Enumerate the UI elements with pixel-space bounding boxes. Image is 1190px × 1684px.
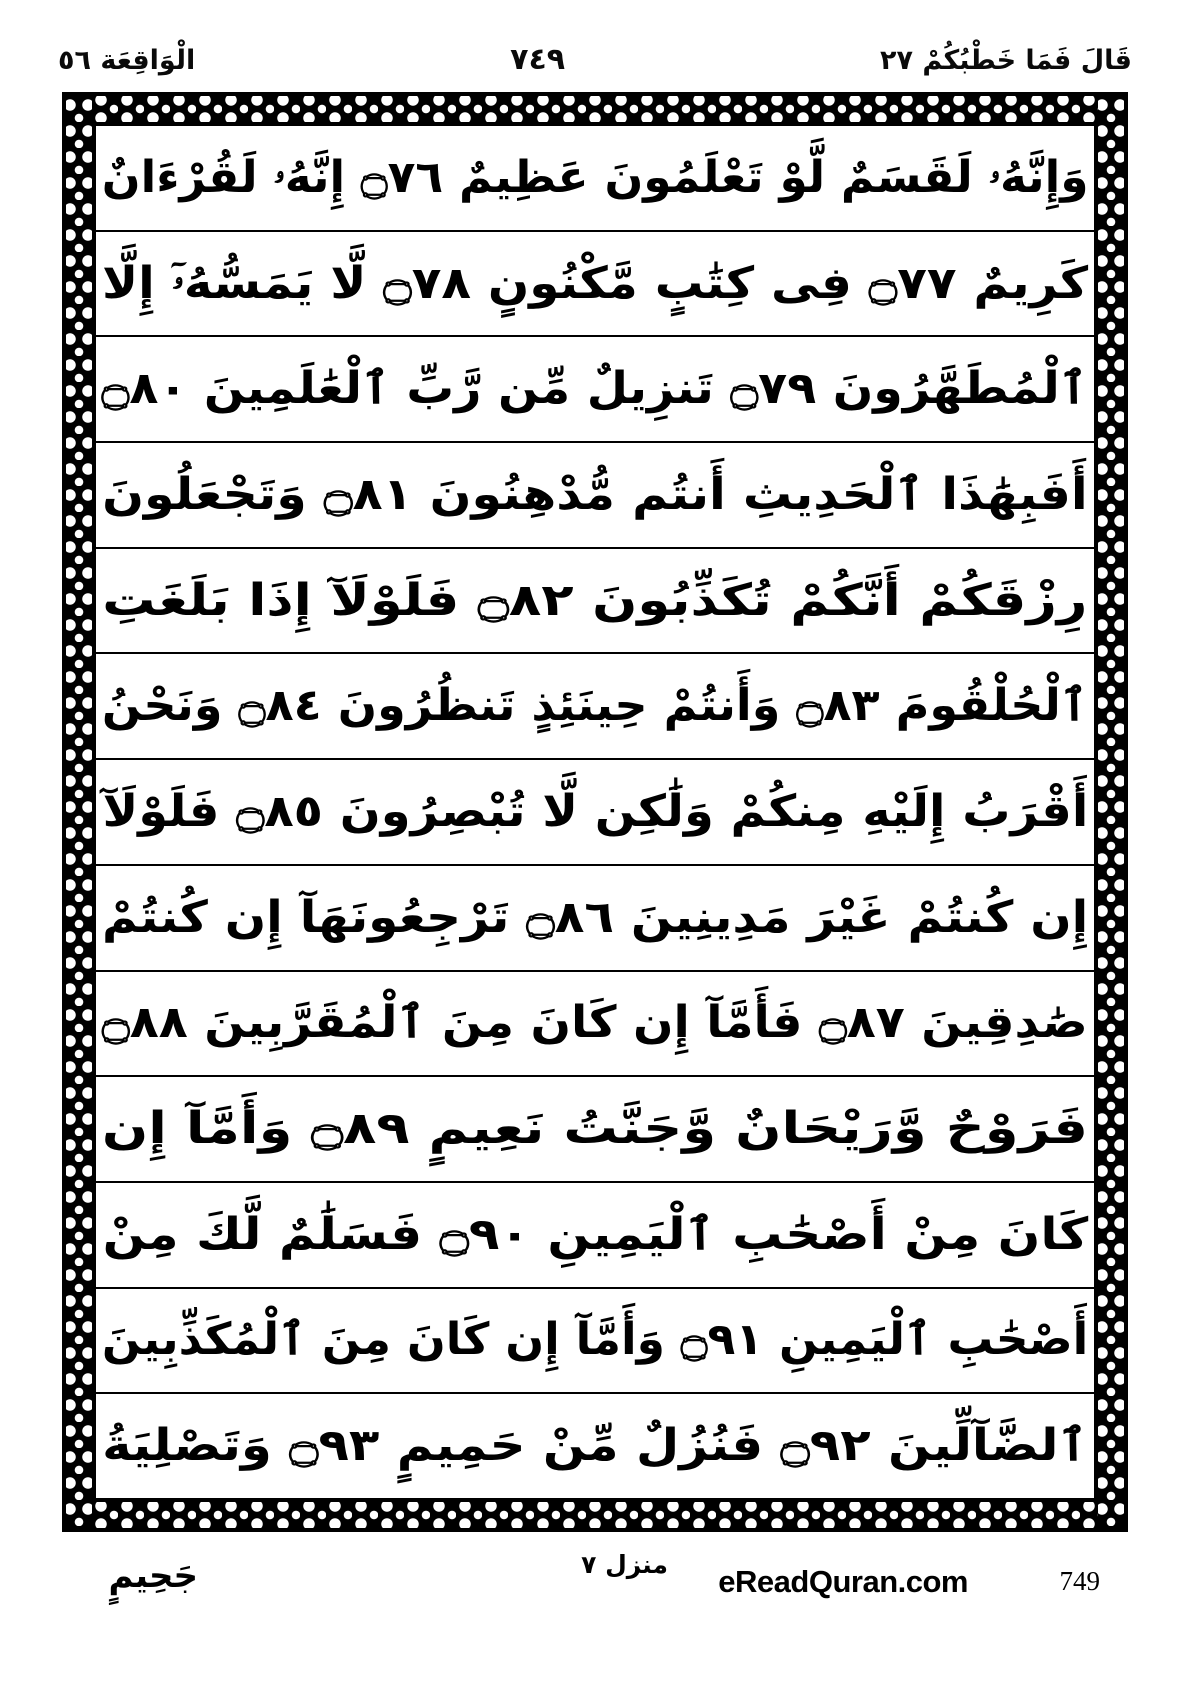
ayah-line [96, 126, 1094, 232]
border-ornament-bottom-icon [66, 1502, 1124, 1528]
ayah-line [96, 1077, 1094, 1183]
page-footer [62, 1548, 1128, 1638]
ayah-line-text: كَرِيمٌ ۝٧٧ فِى كِتَٰبٍ مَّكْنُونٍ ۝٧٨ لَّا يَمَسُّهُۥٓ إِلَّا [101, 257, 1089, 309]
ayah-line-text: أَصْحَٰبِ ٱلْيَمِينِ ۝٩١ وَأَمَّآ إِن كَانَ مِنَ ٱلْمُكَذِّبِينَ [101, 1314, 1089, 1366]
ayah-line [96, 337, 1094, 443]
border-ornament-top-icon [66, 96, 1124, 122]
footer-catchword: جَحِيمٍ [108, 1556, 198, 1596]
quran-text-panel [94, 124, 1096, 1500]
ayah-line-text: أَقْرَبُ إِلَيْهِ مِنكُمْ وَلَٰكِن لَّا تُبْصِرُونَ ۝٨٥ فَلَوْلَآ [102, 785, 1088, 837]
ayah-line-text: وَإِنَّهُۥ لَقَسَمٌ لَّوْ تَعْلَمُونَ عَظِيمٌ ۝٧٦ إِنَّهُۥ لَقُرْءَانٌ [101, 151, 1089, 203]
ayah-line-text: ٱلْحُلْقُومَ ۝٨٣ وَأَنتُمْ حِينَئِذٍ تَنظُرُونَ ۝٨٤ وَنَحْنُ [102, 680, 1088, 732]
ayah-line [96, 654, 1094, 760]
ayah-line [96, 1289, 1094, 1395]
ayah-line-text: فَرَوْحٌ وَّرَيْحَانٌ وَّجَنَّتُ نَعِيمٍ ۝٨٩ وَأَمَّآ إِن [101, 1103, 1089, 1155]
ayah-line [96, 866, 1094, 972]
ayah-line-text: ٱلضَّآلِّينَ ۝٩٢ فَنُزُلٌ مِّنْ حَمِيمٍ ۝٩٣ وَتَصْلِيَةُ [102, 1420, 1088, 1472]
border-ornament-left-icon [66, 96, 92, 1528]
ayah-line-text: أَفَبِهَٰذَا ٱلْحَدِيثِ أَنتُم مُّدْهِنُونَ ۝٨١ وَتَجْعَلُونَ [102, 468, 1088, 520]
juz-label: قَالَ فَمَا خَطْبُكُمْ ٢٧ [880, 44, 1132, 76]
footer-manzil-label: منزل ٧ [581, 1550, 668, 1579]
ayah-line [96, 1183, 1094, 1289]
surah-label: الْوَاقِعَة ٥٦ [58, 44, 196, 76]
border-ornament-right-icon [1098, 96, 1124, 1528]
ayah-line [96, 760, 1094, 866]
ayah-line-text: ٱلْمُطَهَّرُونَ ۝٧٩ تَنزِيلٌ مِّن رَّبِّ ٱلْعَٰلَمِينَ ۝٨٠ [101, 363, 1089, 415]
ayah-line-text: صَٰدِقِينَ ۝٨٧ فَأَمَّآ إِن كَانَ مِنَ ٱلْمُقَرَّبِينَ ۝٨٨ [102, 997, 1088, 1049]
ayah-line-text: إِن كُنتُمْ غَيْرَ مَدِينِينَ ۝٨٦ تَرْجِعُونَهَآ إِن كُنتُمْ [101, 891, 1089, 943]
ayah-line [96, 972, 1094, 1078]
ayah-line [96, 443, 1094, 549]
ayah-line [96, 549, 1094, 655]
ayah-line [96, 1394, 1094, 1498]
ornate-border-frame [62, 92, 1128, 1532]
ayah-line-text: رِزْقَكُمْ أَنَّكُمْ تُكَذِّبُونَ ۝٨٢ فَلَوْلَآ إِذَا بَلَغَتِ [102, 574, 1088, 626]
ayah-line-text: كَانَ مِنْ أَصْحَٰبِ ٱلْيَمِينِ ۝٩٠ فَسَلَٰمٌ لَّكَ مِنْ [102, 1208, 1088, 1260]
ayah-line [96, 232, 1094, 338]
page-number-arabic: ٧٤٩ [510, 42, 566, 77]
footer-site-label[interactable]: eReadQuran.com [718, 1564, 968, 1599]
page-header [58, 34, 1132, 86]
footer-page-number: 749 [1059, 1566, 1100, 1596]
